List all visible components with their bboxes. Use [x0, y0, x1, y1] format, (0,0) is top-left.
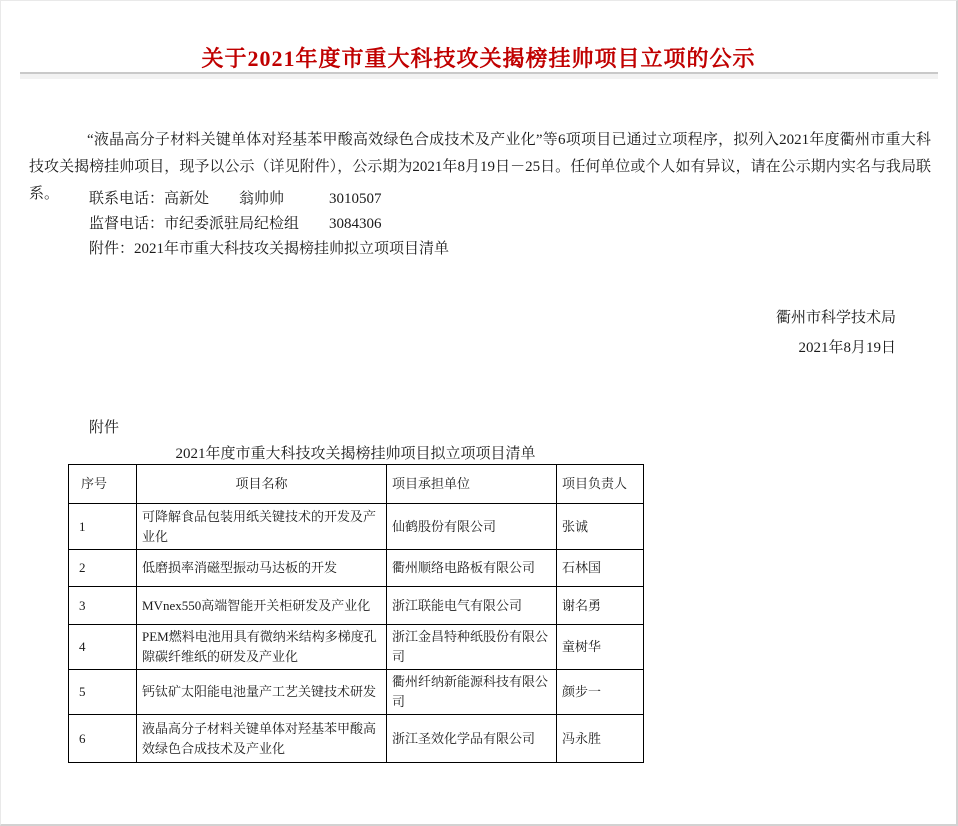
table-row: [69, 670, 644, 715]
project-list-table: [68, 464, 644, 763]
table-body: [69, 504, 644, 763]
title-divider: [20, 72, 938, 79]
cell-leader: 谢名勇: [557, 587, 644, 625]
cell-unit: 衢州顺络电路板有限公司: [387, 550, 557, 587]
table-row: [69, 587, 644, 625]
cell-leader: 童树华: [557, 625, 644, 670]
cell-leader: 石林国: [557, 550, 644, 587]
signature-org: 衢州市科学技术局: [775, 310, 896, 326]
announcement-paragraph: “液晶高分子材料关键单体对羟基苯甲酸高效绿色合成技术及产业化”等6项项目已通过立项程序，拟列入2021年度衢州市重大科技攻关揭榜挂帅项目，现予以公示（详见附件），公示期为2021年8月19日－25日。任何单位或个人如有异议，请在公示期内实名与我局联系。: [29, 132, 931, 202]
cell-leader: 冯永胜: [557, 715, 644, 763]
cell-seq: 4: [69, 625, 137, 670]
table-title: 2021年度市重大科技攻关揭榜挂帅项目拟立项项目清单: [175, 446, 536, 462]
header-unit: 项目承担单位: [387, 465, 557, 504]
cell-project-name: 低磨损率消磁型振动马达板的开发: [137, 550, 387, 587]
table-row: [69, 715, 644, 763]
table-row: [69, 504, 644, 550]
cell-unit: 衢州纤纳新能源科技有限公司: [387, 670, 557, 715]
table-row: [69, 625, 644, 670]
header-leader: 项目负责人: [557, 465, 644, 504]
cell-project-name: PEM燃料电池用具有微纳米结构多梯度孔隙碳纤维纸的研发及产业化: [137, 625, 387, 670]
cell-seq: 1: [69, 504, 137, 550]
page-title: 关于2021年度市重大科技攻关揭榜挂帅项目立项的公示: [201, 45, 756, 71]
cell-seq: 6: [69, 715, 137, 763]
header-seq: 序号: [69, 465, 137, 504]
attachment-label: 附件: [89, 420, 120, 436]
cell-unit: 浙江圣效化学品有限公司: [387, 715, 557, 763]
cell-project-name: 可降解食品包装用纸关键技术的开发及产业化: [137, 504, 387, 550]
signature-date: 2021年8月19日: [798, 340, 896, 356]
contact-info: [29, 187, 931, 262]
cell-leader: 颜步一: [557, 670, 644, 715]
contact-phone-line: 联系电话：高新处 翁帅帅 3010507: [89, 191, 382, 207]
table-header-row: [69, 465, 644, 504]
signature: [776, 303, 896, 363]
cell-unit: 浙江联能电气有限公司: [387, 587, 557, 625]
cell-seq: 2: [69, 550, 137, 587]
table-row: [69, 550, 644, 587]
cell-unit: 仙鹤股份有限公司: [387, 504, 557, 550]
cell-leader: 张诚: [557, 504, 644, 550]
cell-project-name: MVnex550高端智能开关柜研发及产业化: [137, 587, 387, 625]
supervision-phone-line: 监督电话：市纪委派驻局纪检组 3084306: [89, 216, 382, 232]
cell-project-name: 液晶高分子材料关键单体对羟基苯甲酸高效绿色合成技术及产业化: [137, 715, 387, 763]
cell-unit: 浙江金昌特种纸股份有限公司: [387, 625, 557, 670]
attachment-reference-line: 附件：2021年市重大科技攻关揭榜挂帅拟立项项目清单: [89, 241, 450, 257]
table-header: [69, 465, 644, 504]
header-project: 项目名称: [137, 465, 387, 504]
cell-seq: 3: [69, 587, 137, 625]
cell-project-name: 钙钛矿太阳能电池量产工艺关键技术研发: [137, 670, 387, 715]
cell-seq: 5: [69, 670, 137, 715]
